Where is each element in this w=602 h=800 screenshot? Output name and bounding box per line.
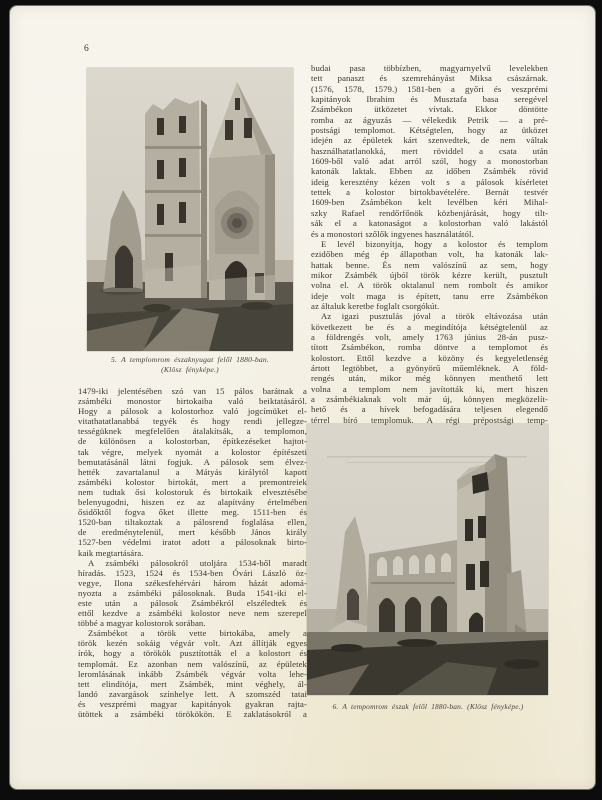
text-line: híradás. 1523, 1524 és 1534-ben Óvári László öz- <box>78 567 307 578</box>
text-line: volna a templom nem javították ki, mert hiszen <box>311 383 548 394</box>
text-line: ezidőben még ép állapotban volt, ha katonák lak- <box>311 249 548 260</box>
text-line: tított Zsámbékon, romba döntve a templomot és <box>311 342 548 353</box>
text-line: 1479-iki jelentésében szó van 15 pálos barátnak a <box>78 386 307 396</box>
text-line: hették zavartalanul a Mátyás királytól kapott <box>78 466 307 477</box>
text-line: tett panaszt és szemrehányást Miksa császárnak. <box>311 73 548 84</box>
text-line: ártott legtöbbet, a gyönyörű műemléknek. A föld- <box>311 362 548 373</box>
text-line: landó zavargások színhelye lett. A szomszéd tatai <box>78 688 307 699</box>
text-line: a zsámbékiaknak volt már új, könnyen megközelít- <box>311 394 548 404</box>
text-line: ütöttek a zsámbéki törökökön. E zaklatásokról a <box>78 709 307 719</box>
text-line: és veszprémi magyar kapitányok gyakran rajta- <box>78 698 307 709</box>
text-line: Zsámbékot a török vette birtokába, amely a <box>88 628 307 639</box>
text-line: kolostort. Ettől kezdve a közöny és kegyeletlenség <box>311 352 548 363</box>
text-line: szky Rafael rendőrfőnök közbenjárását, hogy tilt- <box>311 207 548 218</box>
text-line: tettek a kolostor birtokbavételére. Bernát testvér <box>311 187 548 198</box>
text-line: romba az ágyuzás — vélekedik Petrik — a pré- <box>311 114 548 125</box>
text-line: a földrengés volt, amely 1763 június 28-án pusz- <box>311 331 548 342</box>
ruin-northwest-illustration <box>87 68 293 351</box>
text-line: és a monostori szőlők ingyenes használatától. <box>311 228 474 239</box>
text-line: ősidőktől fogva őket illette meg. 1511-ben és <box>78 507 307 518</box>
text-line: térrel bíró templomuk. A régi prépostsági temp- <box>311 414 548 425</box>
page-number: 6 <box>84 44 89 54</box>
text-line: de eredménytelenül, mert később János király <box>78 527 307 538</box>
text-line: de különösen a kolostorban, építkezéseket hajtot- <box>78 436 307 447</box>
text-line: hattak benne. És nem valószínű az sem, hogy <box>311 259 548 270</box>
caption-1-line-2: (Klösz fényképe.) <box>161 364 219 374</box>
text-line: hető és a hívek befogadására teljesen elegendő <box>311 404 548 415</box>
text-line: idején az épületek kárt szenvedtek, de nem váltak <box>311 135 548 146</box>
text-line: Zsámbékon ütközetet vívtak. Ekkor döntötte <box>311 104 548 115</box>
photo-ruin-northwest <box>87 68 293 351</box>
text-line: bemutatásánál látni fogjuk. A pálosok sem élvez- <box>78 456 307 467</box>
text-line: török kezén sokáig végvár volt. Azt állítják egyes <box>78 638 307 649</box>
text-line: zsámbéki monostor birtokaiba való beiktatásáról. <box>78 396 307 407</box>
text-line: kaik megtartására. <box>78 547 144 558</box>
page <box>10 6 595 789</box>
caption-1-line-1: 5. A templomrom északnyugat felől 1880-ban. <box>111 355 269 364</box>
text-line: sák el a katonaságot a kolostorban való lakástól <box>311 218 548 229</box>
text-line: zsámbéki kolostor birtokát, mert a premontreiek <box>78 476 307 487</box>
text-line: nyozta a zsámbéki pálosoknak. Buda 1541-iki el- <box>78 587 307 598</box>
text-line: Hogy a pálosok a kolostorhoz való jogcímüket el- <box>78 406 307 417</box>
text-line: 1520-ban tiltakoztak a pálosrend foglalása ellen, <box>78 517 307 528</box>
text-line: ideig keresztény kézen volt s a pálosok kísérletet <box>311 176 548 187</box>
text-line: ideje volt maga is épített, tanu erre Zsámbékon <box>311 290 548 301</box>
text-line: az általuk keretbe foglalt csorgókút. <box>311 300 440 311</box>
text-line: tességüknek megfelelően átalakítsák, a templomon, <box>78 426 307 437</box>
text-line: templomát. Ez azonban nem valószínű, az épületek <box>78 658 307 669</box>
text-line: ettől kezdve a zsámbéki kolostor neve nem szerepel <box>78 608 307 619</box>
text-line: A zsámbéki pálosokról utoljára 1534-ből maradt <box>88 557 307 568</box>
text-line: Az igazi pusztulás jóval a török eltávozása után <box>321 311 548 322</box>
text-line: 1609-ben Zsámbékon kelt levélben kéri Mihal- <box>311 197 548 208</box>
text-line: volna el. A török oktalanul nem rombolt és amikor <box>311 280 548 291</box>
text-line: kapitányok Ibrahim és Musztafa basa seregével <box>311 94 548 105</box>
text-column-right <box>311 63 548 425</box>
text-line: (1576, 1578, 1579.) 1581-ben a győri és veszprémi <box>311 83 548 94</box>
text-line: többé a magyar kolostorok sorában. <box>78 618 206 629</box>
text-line: postsági templomot. Kétségtelen, hogy az ütközet <box>311 125 548 136</box>
text-line: rengés után, mikor még könnyen menthető lett <box>311 373 548 384</box>
text-column-left <box>78 386 307 719</box>
text-line: E levél bizonyítja, hogy a kolostor és templom <box>321 238 548 249</box>
photo-caption-2: 6. A tempomrom észak felől 1880-ban. (Klösz fényképe.) <box>332 702 524 711</box>
text-line: katonák laktak. Ebben az időben Zsámbék rövid <box>311 166 548 177</box>
text-line: tett elindítója, mert Zsámbék, mint véghely, ál- <box>78 678 307 689</box>
text-line: belenyugodni, hiszen ez az alapítvány értelmében <box>78 497 307 508</box>
text-line: vegye, Ilona székesfehérvári három házát adomá- <box>78 577 307 588</box>
text-line: leromlásának inkább Zsámbék végvár volta lehe- <box>78 668 307 679</box>
text-line: írók, hogy a törökök pusztították el a kolostort és <box>78 648 307 659</box>
text-line: budai pasa többízben, magyarnyelvű levelekben <box>311 63 548 73</box>
text-line: 1527-ben védelmi iratot adott a pálosoknak birto- <box>78 537 307 548</box>
photo-ruin-north <box>307 424 548 695</box>
text-line: következett be és a megindítója kétségtelenül az <box>311 321 548 332</box>
ruin-north-illustration <box>307 424 548 695</box>
text-line: használhatatlanokká, mert röviddel a csata után <box>311 145 548 156</box>
text-line: 1609-ből való adat arról szól, hogy a monostorban <box>311 156 548 167</box>
text-line: vitathatatlanabbá tegyék és hogy rendi jellegze- <box>78 416 307 427</box>
text-line: nem tudtak ősi kolostoruk és birtokaik elvesztésébe <box>78 486 307 497</box>
photo-caption-1 <box>75 355 305 374</box>
text-line: mikor Zsámbék újból török kézre került, pusztult <box>311 269 548 280</box>
text-line: este után a pálosok Zsámbékról elszéledtek és <box>78 597 307 608</box>
text-line: tak végre, melyek nyomát a kolostor építészeti <box>78 446 307 457</box>
